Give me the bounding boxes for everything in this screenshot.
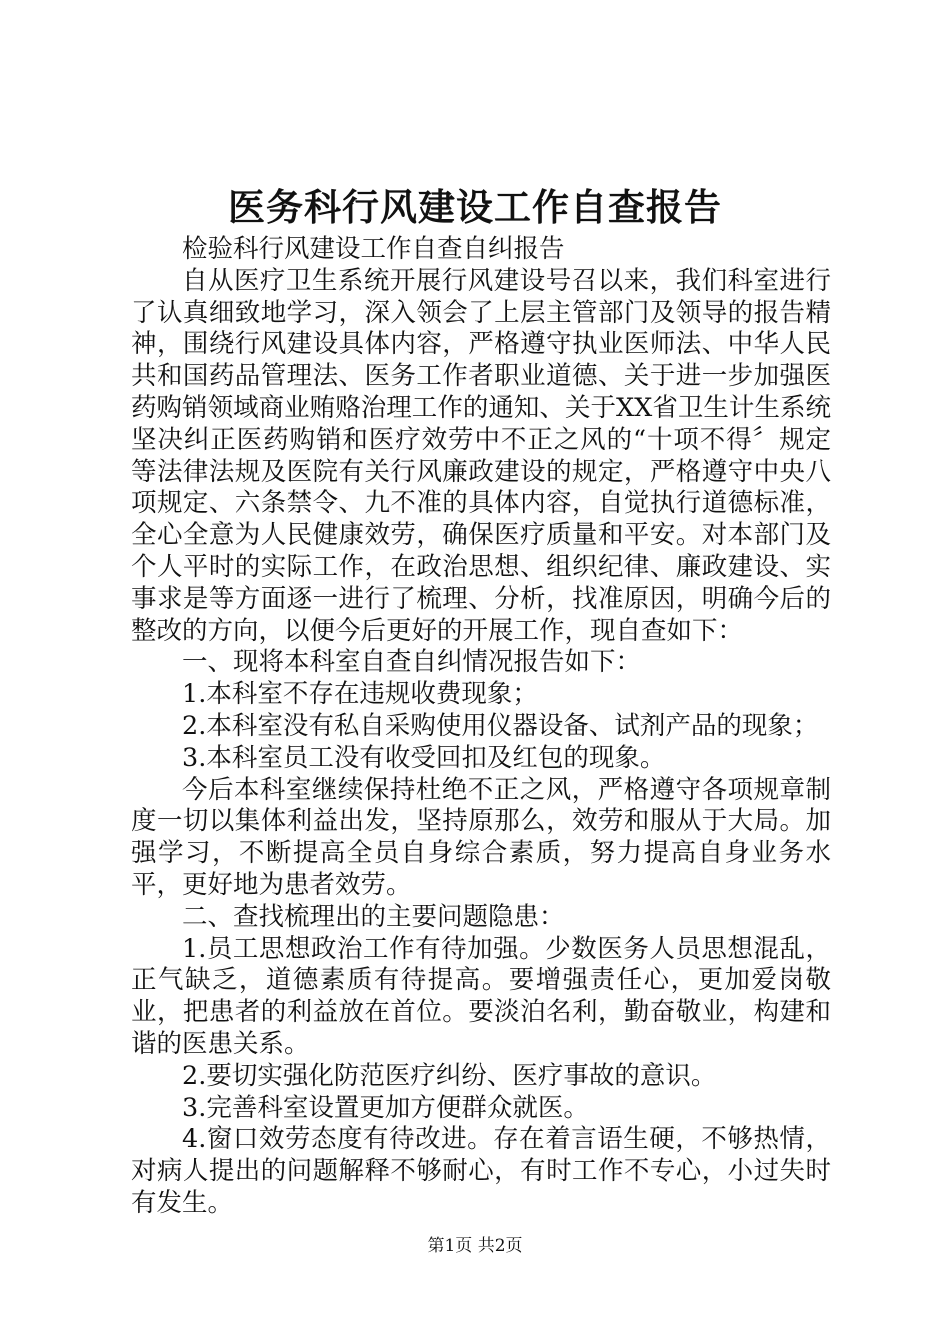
section-heading-1: 一、现将本科室自查自纠情况报告如下：: [182, 647, 642, 678]
commitment-paragraph: 今后本科室继续保持杜绝不正之风，严格遵守各项规章制度一切以集体利益出发，坚持原那么，效劳和服从于大局。加强学习，不断提高全员自身综合素质，努力提高自身业务水平，更好地为患者效劳。: [131, 774, 831, 900]
list-item: 2.要切实强化防范医疗纠纷、医疗事故的意识。: [182, 1060, 717, 1091]
list-item: 1.员工思想政治工作有待加强。少数医务人员思想混乱，正气缺乏，道德素质有待提高。要增强责任心，更加爱岗敬业，把患者的利益放在首位。要淡泊名利，勤奋敬业，构建和谐的医患关系。: [131, 933, 831, 1059]
document-body: [131, 234, 831, 1220]
document-title: 医务科行风建设工作自查报告: [228, 185, 722, 229]
intro-paragraph: 自从医疗卫生系统开展行风建设号召以来，我们科室进行了认真细致地学习，深入领会了上层主管部门及领导的报告精神，围绕行风建设具体内容，严格遵守执业医师法、中华人民共和国药品管理法、医务工作者职业道德、关于进一步加强医药购销领域商业贿赂治理工作的通知、关于XX省卫生计生系统坚决纠正医药购销和医疗效劳中不正之风的“十项不得〞规定等法律法规及医院有关行风廉政建设的规定，严格遵守中央八项规定、六条禁令、九不准的具体内容，自觉执行道德标准，全心全意为人民健康效劳，确保医疗质量和平安。对本部门及个人平时的实际工作，在政治思想、组织纪律、廉政建设、实事求是等方面逐一进行了梳理、分析，找准原因，明确今后的整改的方向，以便今后更好的开展工作，现自查如下：: [131, 265, 831, 646]
page-footer: 第1页 共2页: [427, 1236, 523, 1256]
section-heading-2: 二、查找梳理出的主要问题隐患：: [182, 901, 565, 932]
list-item: 4.窗口效劳态度有待改进。存在着言语生硬，不够热情，对病人提出的问题解释不够耐心，有时工作不专心，小过失时有发生。: [131, 1124, 831, 1218]
list-item: 1.本科室不存在违规收费现象；: [182, 679, 538, 710]
list-item: 3.完善科室设置更加方便群众就医。: [182, 1092, 589, 1123]
list-item: 2.本科室没有私自采购使用仪器设备、试剂产品的现象；: [182, 710, 819, 741]
list-item: 3.本科室员工没有收受回扣及红包的现象。: [182, 742, 666, 773]
subtitle-paragraph: 检验科行风建设工作自查自纠报告: [182, 234, 565, 264]
